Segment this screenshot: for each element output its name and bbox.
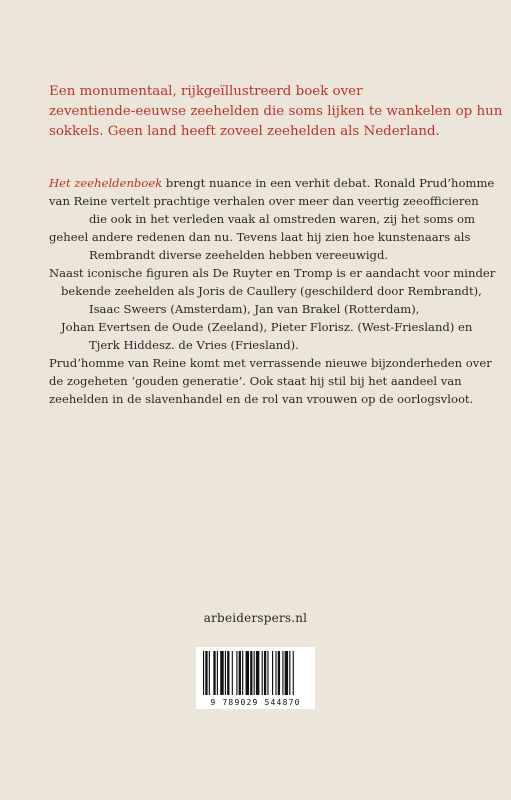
description-line: geheel andere redenen dan nu. Tevens laat hij zien hoe kunstenaars als (49, 230, 471, 244)
intro-text (49, 82, 503, 142)
book-title: Het zeeheldenboek (49, 176, 163, 190)
description-text (49, 174, 496, 408)
description-line: bekende zeehelden als Joris de Caullery (geschilderd door Rembrandt), (61, 284, 482, 298)
publisher-url: arbeiderspers.nl (203, 611, 308, 625)
intro-line: Een monumentaal, rijkgeïllustreerd boek over (49, 84, 363, 99)
description-line: Isaac Sweers (Amsterdam), Jan van Brakel (Rotterdam), (89, 302, 420, 316)
description-line: Johan Evertsen de Oude (Zeeland), Pieter Florisz. (West-Friesland) en (61, 320, 473, 334)
description-line-rest: brengt nuance in een verhit debat. Ronald Prud’homme (162, 176, 495, 190)
isbn-number: 9 789029 544870 (210, 698, 301, 707)
barcode-bars (196, 647, 315, 697)
description-line: die ook in het verleden vaak al omstreden waren, zij het soms om (89, 212, 476, 226)
description-line: zeehelden in de slavenhandel en de rol van vrouwen op de oorlogsvloot. (49, 392, 474, 406)
description-line: van Reine vertelt prachtige verhalen over meer dan veertig zeeofficieren (49, 194, 479, 208)
description-line: Tjerk Hiddesz. de Vries (Friesland). (89, 338, 299, 352)
barcode (196, 647, 315, 709)
description-line: Naast iconische figuren als De Ruyter en Tromp is er aandacht voor minder (49, 266, 496, 280)
description-line: Prud’homme van Reine komt met verrassende nieuwe bijzonderheden over (49, 356, 492, 370)
intro-line: sokkels. Geen land heeft zoveel zeehelden als Nederland. (49, 124, 440, 139)
description-line: Rembrandt diverse zeehelden hebben vereeuwigd. (89, 248, 389, 262)
intro-line: zeventiende-eeuwse zeehelden die soms lijken te wankelen op hun (49, 104, 503, 119)
description-line (49, 174, 495, 192)
description-line: de zogeheten ‘gouden generatie’. Ook staat hij stil bij het aandeel van (49, 374, 462, 388)
